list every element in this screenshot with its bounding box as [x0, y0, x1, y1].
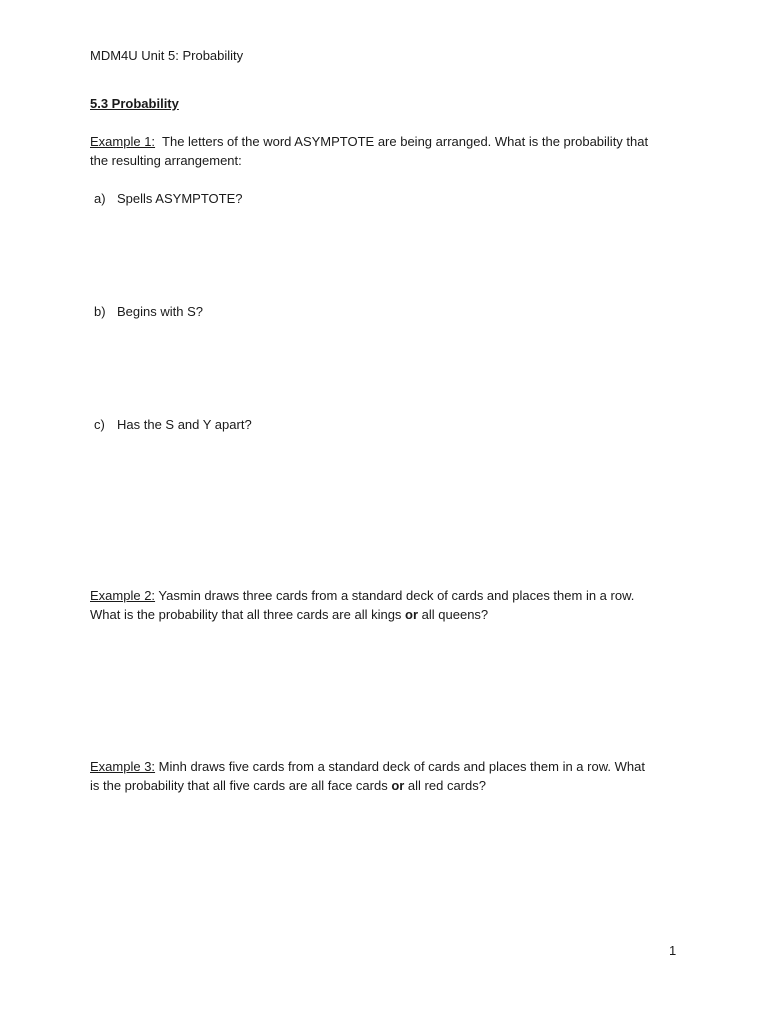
- item-letter: c): [94, 417, 105, 432]
- item-text: Has the S and Y apart?: [117, 417, 252, 432]
- example-2-or: or: [405, 607, 419, 622]
- item-letter: b): [94, 304, 106, 319]
- example-3-text-pre: is the probability that all five cards are all face cards: [90, 778, 392, 793]
- example-2-text: Yasmin draws three cards from a standard deck of cards and places them in a row.: [155, 588, 635, 603]
- example-2-text-post: all queens?: [418, 607, 489, 622]
- example-3-label: Example 3:: [90, 759, 156, 774]
- item-letter: a): [94, 191, 106, 206]
- example-3-line-1: [90, 757, 645, 776]
- example-2-line-2: [90, 605, 488, 624]
- example-3-line-2: [90, 776, 486, 795]
- example-3-text: Minh draws five cards from a standard deck of cards and places them in a row. What: [155, 759, 645, 774]
- example-1-line-1: [90, 132, 648, 151]
- page-number: 1: [669, 943, 677, 958]
- section-title: 5.3 Probability: [90, 96, 179, 111]
- item-text: Begins with S?: [117, 304, 203, 319]
- example-3-text-post: all red cards?: [404, 778, 486, 793]
- example-1-line-2: the resulting arrangement:: [90, 153, 242, 168]
- unit-header: MDM4U Unit 5: Probability: [90, 48, 244, 63]
- example-1-label: Example 1:: [90, 134, 156, 149]
- example-1-text: The letters of the word ASYMPTOTE are being arranged. What is the probability that: [155, 134, 649, 149]
- example-3-or: or: [391, 778, 405, 793]
- item-text: Spells ASYMPTOTE?: [117, 191, 243, 206]
- example-2-text-pre: What is the probability that all three cards are all kings: [90, 607, 406, 622]
- example-2-line-1: [90, 586, 634, 605]
- example-2-label: Example 2:: [90, 588, 156, 603]
